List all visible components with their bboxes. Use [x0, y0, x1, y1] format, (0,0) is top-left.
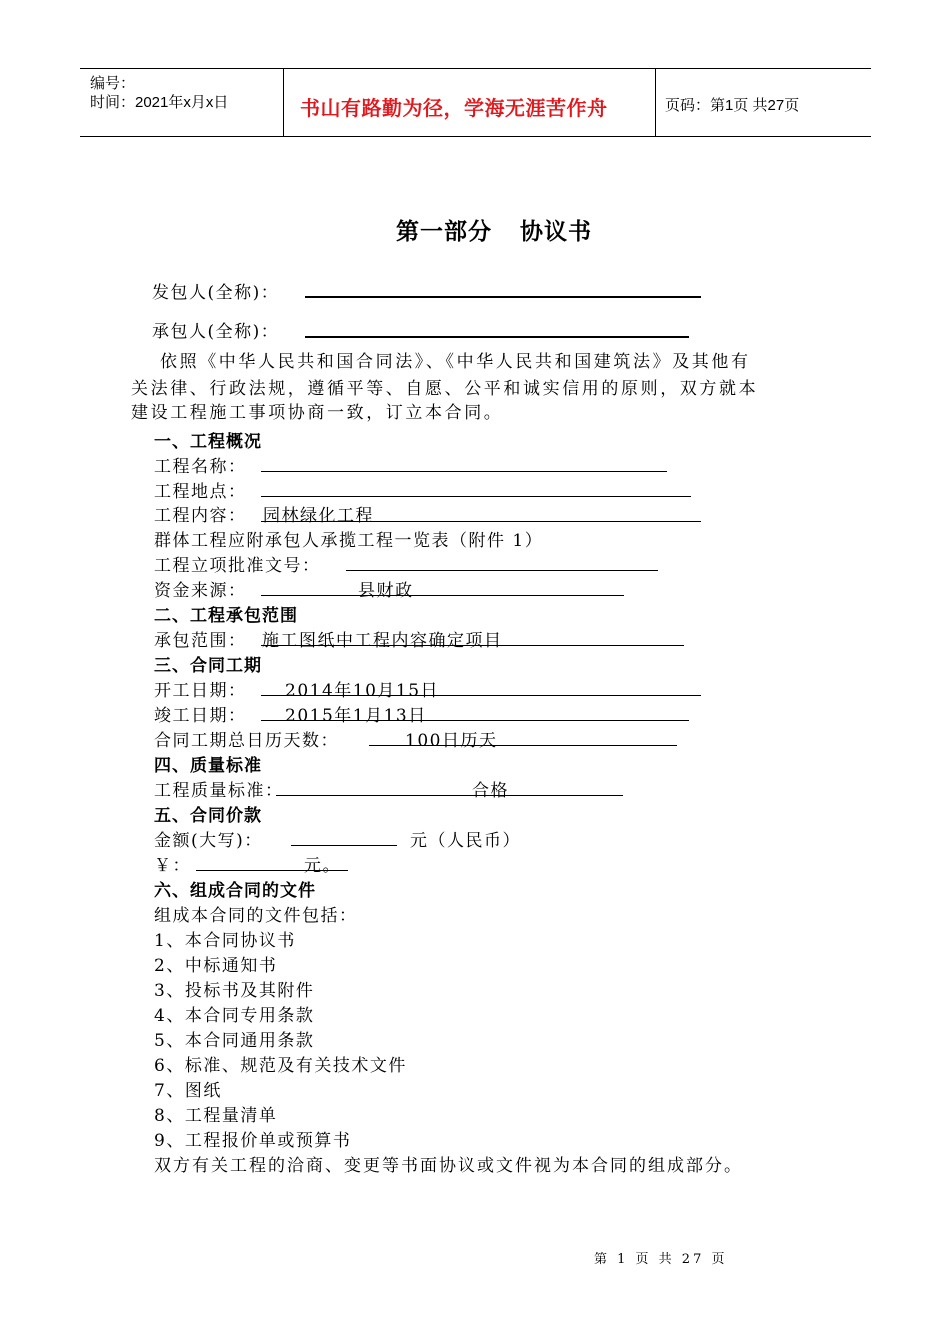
project-content-underline	[261, 521, 701, 522]
amount-words-label: 金额(大写)：	[154, 831, 263, 851]
quality-standard-label: 工程质量标准：	[154, 781, 284, 801]
project-location-underline	[261, 496, 691, 497]
document-item: 9、工程报价单或预算书	[154, 1131, 352, 1151]
header-top-border	[80, 68, 871, 69]
quality-standard-underline	[276, 795, 623, 796]
header-divider-right	[655, 68, 656, 136]
project-name-underline	[261, 471, 667, 472]
employer-label: 发包人(全称)：	[152, 283, 280, 303]
documents-intro: 组成本合同的文件包括：	[154, 906, 358, 926]
project-content-value: 园林绿化工程	[263, 506, 374, 526]
contractor-label: 承包人(全称)：	[152, 322, 280, 342]
document-time-label: 时间：2021年x月x日	[90, 94, 229, 111]
title-name: 协议书	[520, 219, 592, 245]
scope-label: 承包范围：	[154, 631, 247, 651]
section-2-heading: 二、工程承包范围	[154, 606, 298, 626]
document-item: 2、中标通知书	[154, 956, 278, 976]
document-number-label: 编号：	[90, 75, 136, 92]
end-date-value: 2015年1月13日	[285, 706, 427, 726]
total-days-label: 合同工期总日历天数：	[154, 731, 339, 751]
section-3-heading: 三、合同工期	[154, 656, 262, 676]
documents-closing: 双方有关工程的洽商、变更等书面协议或文件视为本合同的组成部分。	[154, 1156, 743, 1176]
project-content-label: 工程内容：	[154, 506, 247, 526]
document-item: 7、图纸	[154, 1081, 222, 1101]
header-divider-left	[283, 68, 284, 136]
section-5-heading: 五、合同价款	[154, 806, 262, 826]
section-6-heading: 六、组成合同的文件	[154, 881, 316, 901]
header-bottom-border	[80, 136, 871, 137]
document-item: 4、本合同专用条款	[154, 1006, 315, 1026]
header-motto: 书山有路勤为径，学海无涯苦作舟	[300, 96, 608, 120]
employer-underline	[305, 296, 701, 298]
amount-unit-label: 元（人民币）	[410, 831, 521, 851]
funding-source-value: 县财政	[358, 581, 414, 601]
total-days-underline	[369, 745, 677, 746]
amount-yen-unit: 元。	[304, 856, 341, 876]
start-date-underline	[261, 695, 701, 696]
intro-line-1: 依照《中华人民共和国合同法》、《中华人民共和国建筑法》及其他有	[160, 352, 751, 372]
intro-line-3: 建设工程施工事项协商一致，订立本合同。	[131, 403, 504, 423]
title-part: 第一部分	[396, 219, 492, 245]
scope-underline	[261, 645, 684, 646]
start-date-label: 开工日期：	[154, 681, 247, 701]
amount-yen-underline	[196, 870, 348, 871]
quality-standard-value: 合格	[472, 781, 509, 801]
document-item: 3、投标书及其附件	[154, 981, 315, 1001]
end-date-underline	[261, 720, 689, 721]
section-1-heading: 一、工程概况	[154, 432, 262, 452]
intro-line-2: 关法律、行政法规，遵循平等、自愿、公平和诚实信用的原则，双方就本	[131, 379, 759, 399]
funding-source-label: 资金来源：	[154, 581, 247, 601]
approval-number-label: 工程立项批准文号：	[154, 556, 321, 576]
contractor-underline	[305, 336, 689, 338]
group-project-note: 群体工程应附承包人承揽工程一览表（附件 1）	[154, 531, 544, 551]
page-title	[396, 213, 592, 246]
end-date-label: 竣工日期：	[154, 706, 247, 726]
document-item: 6、标准、规范及有关技术文件	[154, 1056, 407, 1076]
scope-value: 施工图纸中工程内容确定项目	[262, 631, 503, 651]
section-4-heading: 四、质量标准	[154, 756, 262, 776]
project-name-label: 工程名称：	[154, 457, 247, 477]
start-date-value: 2014年10月15日	[285, 681, 440, 701]
total-days-value: 100日历天	[405, 731, 498, 751]
header-page-label: 页码：第1页 共27页	[665, 97, 800, 114]
project-location-label: 工程地点：	[154, 482, 247, 502]
page-footer: 第 1 页 共 27 页	[594, 1252, 728, 1267]
funding-source-underline	[261, 595, 624, 596]
amount-words-underline	[291, 845, 397, 846]
approval-number-underline	[346, 570, 658, 571]
amount-yen-label: ￥：	[154, 856, 191, 876]
document-item: 5、本合同通用条款	[154, 1031, 315, 1051]
document-item: 8、工程量清单	[154, 1106, 278, 1126]
document-item: 1、本合同协议书	[154, 931, 296, 951]
